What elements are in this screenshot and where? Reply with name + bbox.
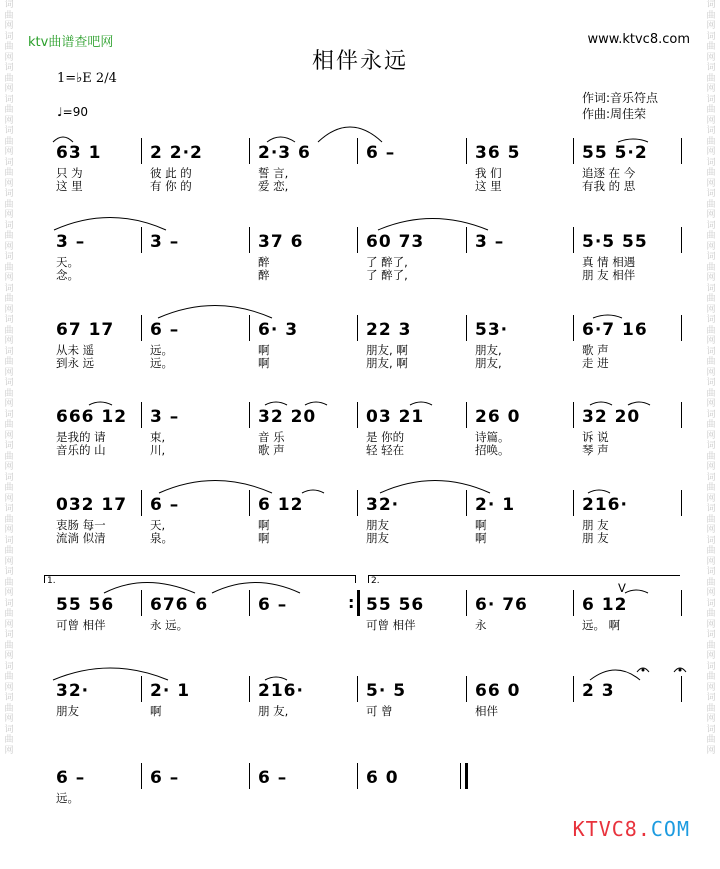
lyric-verse-1: 束,	[150, 430, 166, 444]
lyric-verse-2: 泉。	[150, 531, 173, 545]
measure-notes: 67 17	[56, 320, 115, 340]
slur	[54, 218, 166, 231]
barline	[681, 590, 682, 616]
watermark-left: 词曲网词曲网词曲网词曲网词曲网词曲网词曲网词曲网词曲网词曲网词曲网词曲网词曲网词曲网词曲网词曲网词曲网词曲网词曲网词曲网词曲网词曲网词曲网词曲网	[4, 0, 14, 756]
measure-notes: 6 12	[258, 495, 304, 515]
measure-notes: 3 –	[475, 232, 505, 252]
lyric-verse-1: 朋友, 啊	[366, 343, 408, 357]
measure-notes: 2 2·2	[150, 143, 203, 163]
lyric-verse-1: 彼 此 的	[150, 166, 192, 180]
slur	[89, 402, 112, 405]
measure-notes: 5· 5	[366, 681, 407, 701]
watermark-right: 词曲网词曲网词曲网词曲网词曲网词曲网词曲网词曲网词曲网词曲网词曲网词曲网词曲网词曲网词曲网词曲网词曲网词曲网词曲网词曲网词曲网词曲网词曲网词曲网	[706, 0, 716, 756]
measure-notes: 666 12	[56, 407, 128, 427]
measure-notes: 3 –	[150, 407, 180, 427]
measure-notes: 6 –	[56, 768, 86, 788]
measure-notes: 2 3	[582, 681, 615, 701]
measure-notes: 6 –	[366, 143, 396, 163]
barline	[249, 138, 250, 164]
lyric-verse-2: 这 里	[56, 179, 83, 193]
volta-bracket-1-tick	[355, 575, 356, 583]
key-signature: 1=♭E 2/4	[57, 71, 117, 86]
barline	[249, 490, 250, 516]
tempo-marking: ♩=90	[57, 105, 88, 119]
barline	[141, 402, 142, 428]
lyric-verse-1: 誓 言,	[258, 166, 289, 180]
slur	[265, 677, 287, 680]
lyric-verse-2: 有我 的 思	[582, 179, 636, 193]
site-link[interactable]: ktv曲谱查吧网	[28, 35, 114, 50]
barline	[141, 490, 142, 516]
lyric-verse-1: 啊	[150, 704, 162, 718]
slur	[212, 583, 300, 594]
slur	[380, 481, 490, 494]
barline	[573, 227, 574, 253]
composer-credit: 作曲:周佳荣	[582, 107, 647, 121]
final-barline-thick	[465, 763, 468, 789]
barline	[681, 402, 682, 428]
lyric-verse-1: 是 你的	[366, 430, 405, 444]
slur	[53, 668, 168, 680]
measure-notes: 37 6	[258, 232, 304, 252]
barline	[573, 590, 574, 616]
lyric-verse-2: 啊	[258, 531, 270, 545]
lyric-verse-1: 永 远。	[150, 618, 189, 632]
lyric-verse-2: 川,	[150, 443, 166, 457]
barline	[466, 676, 467, 702]
lyric-verse-1: 诗篇。	[475, 430, 510, 444]
lyric-verse-2: 流淌 似清	[56, 531, 106, 545]
lyric-verse-2: 朋友	[366, 531, 389, 545]
lyric-verse-2: 有 你 的	[150, 179, 192, 193]
volta-bracket-1	[44, 575, 356, 576]
lyric-verse-2: 爱 恋,	[258, 179, 289, 193]
lyric-verse-2: 朋 友	[582, 531, 609, 545]
measure-notes: 6 –	[150, 768, 180, 788]
song-title: 相伴永远	[311, 49, 408, 74]
measure-notes: 63 1	[56, 143, 102, 163]
lyric-verse-1: 朋友,	[475, 343, 502, 357]
volta-bracket-1-tick	[44, 575, 45, 583]
measure-notes: 2·3 6	[258, 143, 311, 163]
barline	[573, 402, 574, 428]
barline	[573, 138, 574, 164]
barline	[573, 676, 574, 702]
site-logo: KTVC8.COM	[572, 817, 690, 841]
slur	[302, 490, 324, 493]
lyric-verse-2: 招唤。	[475, 443, 510, 457]
lyric-verse-1: 追逐 在 今	[582, 166, 636, 180]
lyric-verse-2: 念。	[56, 268, 79, 282]
barline	[249, 763, 250, 789]
fermata-mark	[637, 668, 649, 672]
volta-bracket-2	[368, 575, 680, 576]
measure-notes: 26 0	[475, 407, 521, 427]
measure-notes: 3 –	[56, 232, 86, 252]
volta-number-1: 1.	[47, 576, 56, 586]
barline	[681, 676, 682, 702]
barline	[141, 676, 142, 702]
barline	[249, 402, 250, 428]
lyric-verse-1: 天,	[150, 518, 166, 532]
measure-notes: 22 3	[366, 320, 412, 340]
lyric-verse-2: 朋友,	[475, 356, 502, 370]
lyric-verse-1: 远。	[150, 343, 173, 357]
barline	[573, 315, 574, 341]
slur	[318, 127, 382, 142]
measure-notes: 6 –	[258, 595, 288, 615]
slur	[265, 402, 287, 405]
lyric-verse-1: 只 为	[56, 166, 83, 180]
breath-mark: V	[618, 581, 626, 595]
barline	[466, 402, 467, 428]
slur	[378, 219, 488, 231]
measure-notes: 3 –	[150, 232, 180, 252]
barline	[357, 138, 358, 164]
fermata-mark	[642, 669, 644, 671]
lyric-verse-1: 朋 友	[582, 518, 609, 532]
measure-notes: 6 0	[366, 768, 399, 788]
lyric-verse-1: 朋友	[366, 518, 389, 532]
volta-number-2: 2.	[371, 576, 380, 586]
fermata-mark	[674, 668, 686, 672]
barline	[141, 763, 142, 789]
measure-notes: 03 21	[366, 407, 425, 427]
lyric-verse-2: 这 里	[475, 179, 502, 193]
measure-notes: 32 20	[582, 407, 641, 427]
measure-notes: 6 12	[582, 595, 628, 615]
measure-notes: 2· 1	[150, 681, 191, 701]
lyric-verse-1: 可曾 相伴	[366, 618, 416, 632]
lyric-verse-2: 朋友, 啊	[366, 356, 408, 370]
barline	[141, 138, 142, 164]
slur	[53, 137, 73, 142]
lyric-verse-2: 歌 声	[258, 443, 285, 457]
lyric-verse-1: 衷肠 每一	[56, 518, 106, 532]
measure-notes: 32·	[56, 681, 90, 701]
measure-notes: 6·7 16	[582, 320, 648, 340]
measure-notes: 36 5	[475, 143, 521, 163]
measure-notes: 53·	[475, 320, 509, 340]
lyric-verse-1: 远。 啊	[582, 618, 621, 632]
lyric-verse-1: 天。	[56, 255, 79, 269]
lyric-verse-2: 朋 友 相伴	[582, 268, 636, 282]
measure-notes: 6· 76	[475, 595, 528, 615]
slur	[159, 481, 272, 494]
repeat-dots: :	[348, 593, 355, 612]
barline	[466, 138, 467, 164]
measure-notes: 6 –	[150, 495, 180, 515]
measure-notes: 032 17	[56, 495, 128, 515]
lyric-verse-1: 可曾 相伴	[56, 618, 106, 632]
barline	[357, 227, 358, 253]
slur	[590, 402, 612, 405]
slur	[104, 583, 195, 594]
lyricist-credit: 作词:音乐符点	[582, 91, 659, 105]
measure-notes: 55 56	[56, 595, 115, 615]
barline	[357, 315, 358, 341]
lyric-verse-1: 音 乐	[258, 430, 285, 444]
barline	[357, 490, 358, 516]
barline	[141, 227, 142, 253]
lyric-verse-1: 相伴	[475, 704, 498, 718]
slur	[267, 137, 295, 142]
lyric-verse-2: 啊	[258, 356, 270, 370]
slur	[588, 490, 610, 493]
lyric-verse-2: 到永 远	[56, 356, 95, 370]
barline	[681, 315, 682, 341]
lyric-verse-1: 我 们	[475, 166, 502, 180]
barline	[357, 402, 358, 428]
lyric-verse-2: 啊	[475, 531, 487, 545]
measure-notes: 6· 3	[258, 320, 299, 340]
lyric-verse-1: 歌 声	[582, 343, 609, 357]
barline	[249, 315, 250, 341]
lyric-verse-1: 啊	[258, 343, 270, 357]
measure-notes: 60 73	[366, 232, 425, 252]
lyric-verse-1: 永	[475, 618, 487, 632]
slur	[618, 139, 648, 142]
barline	[357, 763, 358, 789]
lyric-verse-1: 醉	[258, 255, 270, 269]
slur	[158, 306, 272, 319]
lyric-verse-1: 啊	[258, 518, 270, 532]
site-url: www.ktvc8.com	[587, 32, 690, 47]
measure-notes: 5·5 55	[582, 232, 648, 252]
measure-notes: 216·	[582, 495, 628, 515]
barline	[573, 490, 574, 516]
lyric-verse-1: 真 情 相遇	[582, 255, 636, 269]
barline	[466, 490, 467, 516]
slur	[628, 402, 650, 405]
slur	[625, 590, 648, 593]
measure-notes: 6 –	[258, 768, 288, 788]
barline	[357, 676, 358, 702]
lyric-verse-1: 啊	[475, 518, 487, 532]
lyric-verse-1: 从未 遥	[56, 343, 95, 357]
final-barline-thin	[460, 763, 461, 789]
barline	[466, 227, 467, 253]
lyric-verse-2: 音乐的 山	[56, 443, 106, 457]
measure-notes: 6 –	[150, 320, 180, 340]
barline	[681, 138, 682, 164]
lyric-verse-1: 是我的 请	[56, 430, 106, 444]
lyric-verse-2: 轻 轻在	[366, 443, 405, 457]
lyric-verse-2: 了 醉了,	[366, 268, 408, 282]
slur	[410, 402, 432, 405]
measure-notes: 676 6	[150, 595, 209, 615]
measure-notes: 55 56	[366, 595, 425, 615]
slur	[593, 315, 622, 318]
barline	[466, 590, 467, 616]
barline	[249, 227, 250, 253]
slur	[590, 670, 640, 680]
barline	[466, 315, 467, 341]
lyric-verse-1: 朋 友,	[258, 704, 289, 718]
measure-notes: 216·	[258, 681, 304, 701]
lyric-verse-2: 琴 声	[582, 443, 609, 457]
barline	[681, 490, 682, 516]
barline	[141, 590, 142, 616]
barline	[249, 590, 250, 616]
barline	[249, 676, 250, 702]
volta-bracket-2-tick	[368, 575, 369, 583]
measure-notes: 32·	[366, 495, 400, 515]
measure-notes: 55 5·2	[582, 143, 648, 163]
slur	[305, 402, 327, 405]
measure-notes: 2· 1	[475, 495, 516, 515]
lyric-verse-1: 诉 说	[582, 430, 609, 444]
lyric-verse-1: 可 曾	[366, 704, 393, 718]
measure-notes: 32 20	[258, 407, 317, 427]
barline	[141, 315, 142, 341]
repeat-barline	[357, 590, 360, 616]
barline	[681, 227, 682, 253]
lyric-verse-2: 走 进	[582, 356, 609, 370]
lyric-verse-1: 了 醉了,	[366, 255, 408, 269]
lyric-verse-1: 远。	[56, 791, 79, 805]
measure-notes: 66 0	[475, 681, 521, 701]
lyric-verse-2: 醉	[258, 268, 270, 282]
lyric-verse-1: 朋友	[56, 704, 79, 718]
lyric-verse-2: 远。	[150, 356, 173, 370]
fermata-mark	[679, 669, 681, 671]
